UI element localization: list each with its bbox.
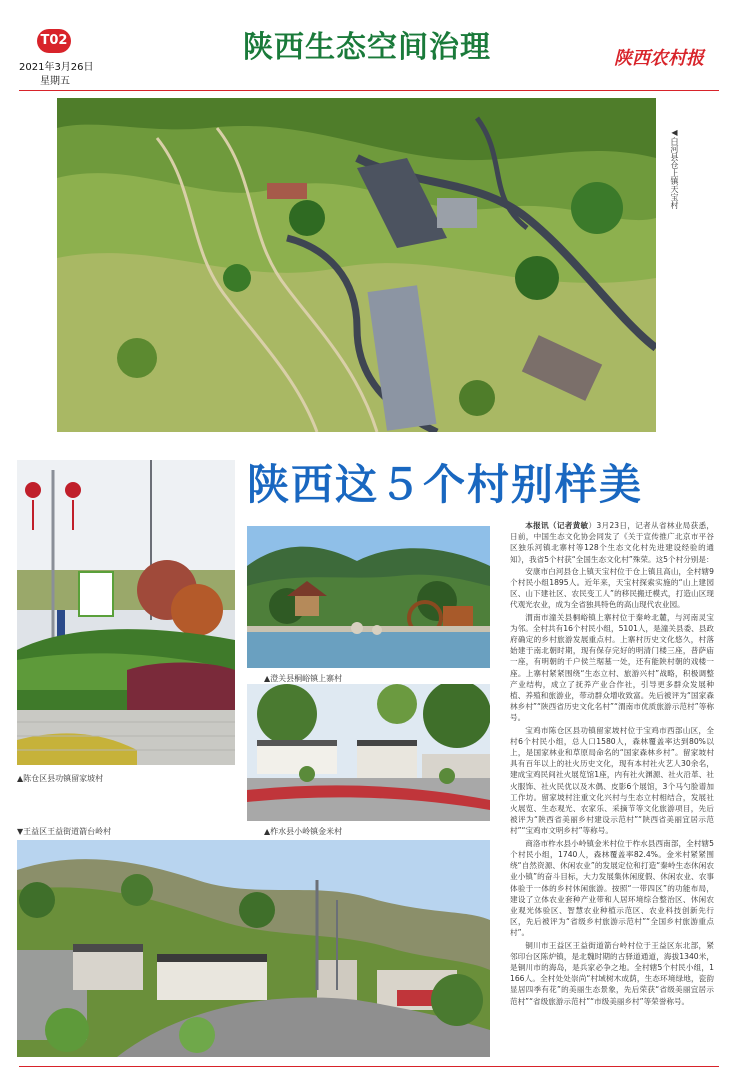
article-paragraph: 商洛市柞水县小岭镇金米村位于柞水县西南部，全村辖5个村民小组，1740人，森林覆盖率82.4%。金米村紧紧围绕“自然资源、休闲农业”的发展定位和打造“秦岭生态休闲农业小镇”的奋斗目标，大力发展集休闲度假、休闲农业、农事体验于一体的乡村休闲旅游。按照“一带四区”的功能布局，建设了立体农业套种产业带和人居环境综合整治区、休闲农业观光体验区、智慧农业种植示范区、农业科技创新先行区，先后被评为“省级乡村旅游示范村”“全国乡村旅游重点村”。 [510, 838, 714, 938]
photo-jiantailing-village [17, 840, 490, 1057]
caption-bottom-photo: ▼王益区王益街道箭台岭村 [17, 827, 112, 836]
newspaper-logo: 陕西农村报 [614, 48, 704, 69]
caption-left-photo: ▲陈仓区县功镇留家坡村 [17, 774, 104, 783]
headline: 陕西这５个村别样美 [247, 460, 644, 509]
header-divider [19, 90, 719, 91]
reporter-name: 黄敏 [572, 521, 589, 530]
issue-weekday: 星期五 [40, 76, 70, 87]
photo-liujiapo-village [17, 460, 235, 765]
page-number-badge: T02 [37, 29, 71, 53]
caption-middle-top-photo: ▲澄关县桐峪镇上寨村 [264, 674, 343, 683]
article-body [510, 520, 714, 1056]
article-paragraph: 铜川市王益区王益街道箭台岭村位于王益区东北部，紧邻印台区陈炉镇，是北魏时期的古驿道通道，海拔1340米，是铜川市的海岛，是兵家必争之地。全村辖5个村民小组，1166人。全村处处崇尚“村域树木成荫，生态环境绿地，瓷韵显居四季有花”的美丽生态景象，先后荣获“省级美丽宜居示范村”“省级旅游示范村”“市级美丽乡村”等荣誉称号。 [510, 940, 714, 1006]
article-paragraph: 渭南市潼关县桐峪镇上寨村位于秦岭北麓，与河南灵宝为邻。全村共有16个村民小组，5101人，是潼关县委、县政府确定的乡村旅游发展重点村。上寨村历史文化悠久，村落始建于南北朝时期，现有保存完好的明清门楼三座，普萨庙一座，有明朝的千户侯兰琚墓一处，还有能陕村朝的戏楼一座。上寨村紧紧围绕“生态立村、旅游兴村”战略，积极调整产业结构，成立了抚养产业合作社，引导更多群众发展种植、养殖和旅游业，带动群众增收致富。先后被评为“国家森林乡村”“陕西省历史文化名村”“渭南市优质旅游示范村”等称号。 [510, 612, 714, 723]
lead-label: 本报讯（记者 [525, 521, 573, 530]
photo-shangzhai-village [247, 526, 490, 668]
caption-top-photo: ◀白河县仓上镇天宝村 [670, 128, 679, 209]
article-paragraph: 安康市白河县仓上镇天宝村位于仓上镇且高山，全村辖9个村民小组1895人。近年来，天宝村探索实施的“山上建园区、山下建社区、农民变工人”的移民搬迁模式，打造山区现代观光农业，成为全省独具特色的高山现代农业园。 [510, 566, 714, 610]
photo-jinmi-village [247, 684, 490, 821]
lead-text: ）3月23日，记者从省林业局获悉，日前，中国生态文化协会同发了《关于宣传推广北京市平谷区独乐河镇北寨村等128个生态文化村先进建设经验的通知》，我省5个村获“全国生态文化村”殊荣。这5个村分别是： [510, 521, 714, 564]
article-paragraph: 宝鸡市陈仓区县功镇留家坡村位于宝鸡市西部山区，全村6个村民小组，总人口1580人，森林覆盖率达到80%以上，是国家林业和草原局命名的“国家森林乡村”。留家坡村具有百年以上的社火历史文化，现有本村社火艺人30余名，建成宝鸡民间社火展览馆1座，内有社火渊源、社火沿革、社火服饰、社火民优以及木偶、皮影6个展馆，3个马勺脸谱加工作坊。留家坡村注重文化兴村与生态立村相结合，发展社火展览、生态观光、农家乐、采摘节等文化旅游项目，先后被评为“陕西省美丽乡村建设示范村”“陕西省美丽宜居示范村”“宝鸡市文明乡村”等称号。 [510, 725, 714, 836]
article-lead [510, 520, 714, 565]
section-title: 陕西生态空间治理 [243, 30, 491, 65]
photo-tianbao-village [57, 98, 656, 432]
caption-middle-bottom-photo: ▲柞水县小岭镇金米村 [264, 827, 343, 836]
issue-date: 2021年3月26日 [19, 62, 94, 73]
footer-divider [19, 1066, 719, 1067]
